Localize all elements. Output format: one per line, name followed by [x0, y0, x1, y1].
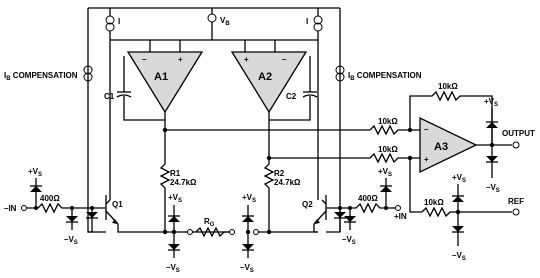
r2-name: R2 — [274, 169, 285, 178]
a2-plus: + — [244, 55, 249, 64]
vb-source — [208, 14, 230, 40]
node-left-vs-neg: $-V_S$ — [166, 263, 180, 274]
ib-compensation-right-label: $I_B$ COMPENSATION — [348, 71, 422, 82]
opamp-a3 — [420, 118, 476, 172]
q1-label: Q1 — [112, 200, 123, 209]
q2-label: Q2 — [302, 200, 313, 209]
input-network-right — [326, 167, 407, 246]
resistor-a3-top-label: 10kΩ — [378, 117, 398, 126]
vb-label: $V_B$ — [220, 16, 230, 27]
rg-label: $R_G$ — [204, 217, 215, 228]
resistor-in-right-label: 400Ω — [358, 194, 378, 203]
in-left-vs-neg: $-V_S$ — [64, 235, 78, 246]
node-left-vs-pos: $+V_S$ — [168, 193, 183, 204]
ref-diode-clamp — [452, 173, 466, 262]
a3-label: A3 — [434, 141, 449, 153]
resistor-r1 — [161, 130, 197, 232]
a2-minus: – — [282, 55, 287, 64]
resistor-a3-mid — [370, 145, 420, 162]
ref-terminal — [513, 209, 519, 215]
node-diode-clamp-left — [166, 193, 182, 274]
out-vs-neg: $-V_S$ — [486, 183, 500, 194]
a3-minus: – — [424, 125, 429, 134]
a1-minus: – — [142, 55, 147, 64]
c1-label: C1 — [104, 92, 115, 101]
current-source-left-label: I — [118, 17, 121, 26]
a1-plus: + — [178, 55, 183, 64]
node-right-vs-pos: $+V_S$ — [242, 193, 257, 204]
ref-vs-pos: $+V_S$ — [452, 173, 467, 184]
out-vs-pos: $+V_S$ — [484, 97, 499, 108]
opamp-a1 — [128, 52, 202, 112]
in-minus-label: –IN — [4, 204, 17, 213]
opamp-a2 — [232, 52, 306, 112]
transistor-q2 — [302, 195, 326, 232]
current-source-right — [306, 16, 322, 40]
a3-plus: + — [424, 155, 429, 164]
current-source-left — [106, 16, 120, 40]
ref-vs-neg: $-V_S$ — [452, 251, 466, 262]
in-right-vs-neg: $-V_S$ — [342, 235, 356, 246]
in-left-vs-pos: $+V_S$ — [28, 167, 43, 178]
resistor-ref — [422, 198, 512, 216]
ib-compensation-left-label: $I_B$ COMPENSATION — [4, 71, 78, 82]
resistor-a3-mid-label: 10kΩ — [378, 145, 398, 154]
output-label: OUTPUT — [502, 129, 535, 138]
a1-label: A1 — [154, 71, 169, 83]
in-plus-label: +IN — [394, 212, 407, 221]
resistor-a3-top — [370, 117, 420, 134]
r1-value: 24.7kΩ — [170, 178, 197, 187]
resistor-feedback-label: 10kΩ — [438, 82, 458, 91]
transistor-q1 — [106, 195, 123, 232]
ib-compensation-right — [336, 66, 422, 82]
node-right-vs-neg: $-V_S$ — [240, 263, 254, 274]
current-source-right-label: I — [306, 17, 309, 26]
r1-name: R1 — [170, 169, 181, 178]
resistor-in-left-label: 400Ω — [40, 194, 60, 203]
ref-label: REF — [508, 197, 524, 206]
output-terminal — [513, 142, 519, 148]
ib-compensation-left — [4, 66, 92, 82]
input-network-left — [4, 167, 106, 246]
r2-value: 24.7kΩ — [274, 178, 301, 187]
resistor-rg — [188, 217, 235, 236]
resistor-r2 — [265, 158, 301, 232]
node-diode-clamp-right — [240, 193, 259, 274]
a2-label: A2 — [258, 71, 273, 83]
c2-label: C2 — [286, 92, 297, 101]
resistor-ref-label: 10kΩ — [424, 198, 444, 207]
in-right-vs-pos: $+V_S$ — [378, 167, 393, 178]
